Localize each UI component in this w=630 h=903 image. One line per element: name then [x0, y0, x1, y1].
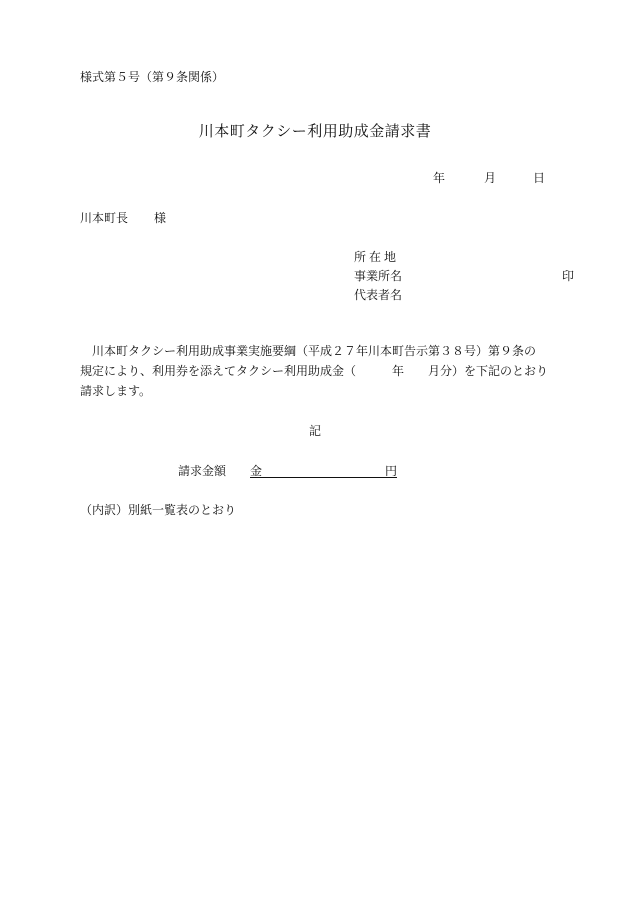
office-name-label: 事業所名 — [354, 269, 403, 283]
addressee-honorific: 様 — [154, 211, 167, 225]
representative-label: 代表者名 — [354, 288, 403, 302]
body-line-2: 規定により、利用券を添えてタクシー利用助成金（ 年 月分）を下記のとおり — [80, 364, 549, 378]
date-day-label: 日 — [533, 171, 546, 185]
date-year-label: 年 — [433, 171, 446, 185]
amount-suffix: 円 — [384, 464, 397, 478]
addressee-name: 川本町長 — [80, 211, 129, 225]
request-body-text — [80, 341, 560, 401]
body-line-1: 川本町タクシー利用助成事業実施要綱（平成２７年川本町告示第３８号）第９条の — [80, 344, 537, 358]
amount-label: 請求金額 — [178, 464, 227, 478]
addressee — [80, 209, 166, 226]
date-month-label: 月 — [484, 171, 497, 185]
breakdown-note: （内訳）別紙一覧表のとおり — [80, 503, 237, 517]
seal-mark: 印 — [562, 269, 575, 283]
document-title: 川本町タクシー利用助成金請求書 — [198, 122, 432, 140]
address-label: 所在地 — [354, 250, 400, 264]
amount-field[interactable] — [250, 462, 397, 478]
body-line-3: 請求します。 — [80, 384, 152, 398]
ki-heading: 記 — [308, 424, 321, 438]
form-number-label: 様式第５号（第９条関係） — [80, 70, 225, 84]
amount-prefix: 金 — [250, 464, 263, 478]
